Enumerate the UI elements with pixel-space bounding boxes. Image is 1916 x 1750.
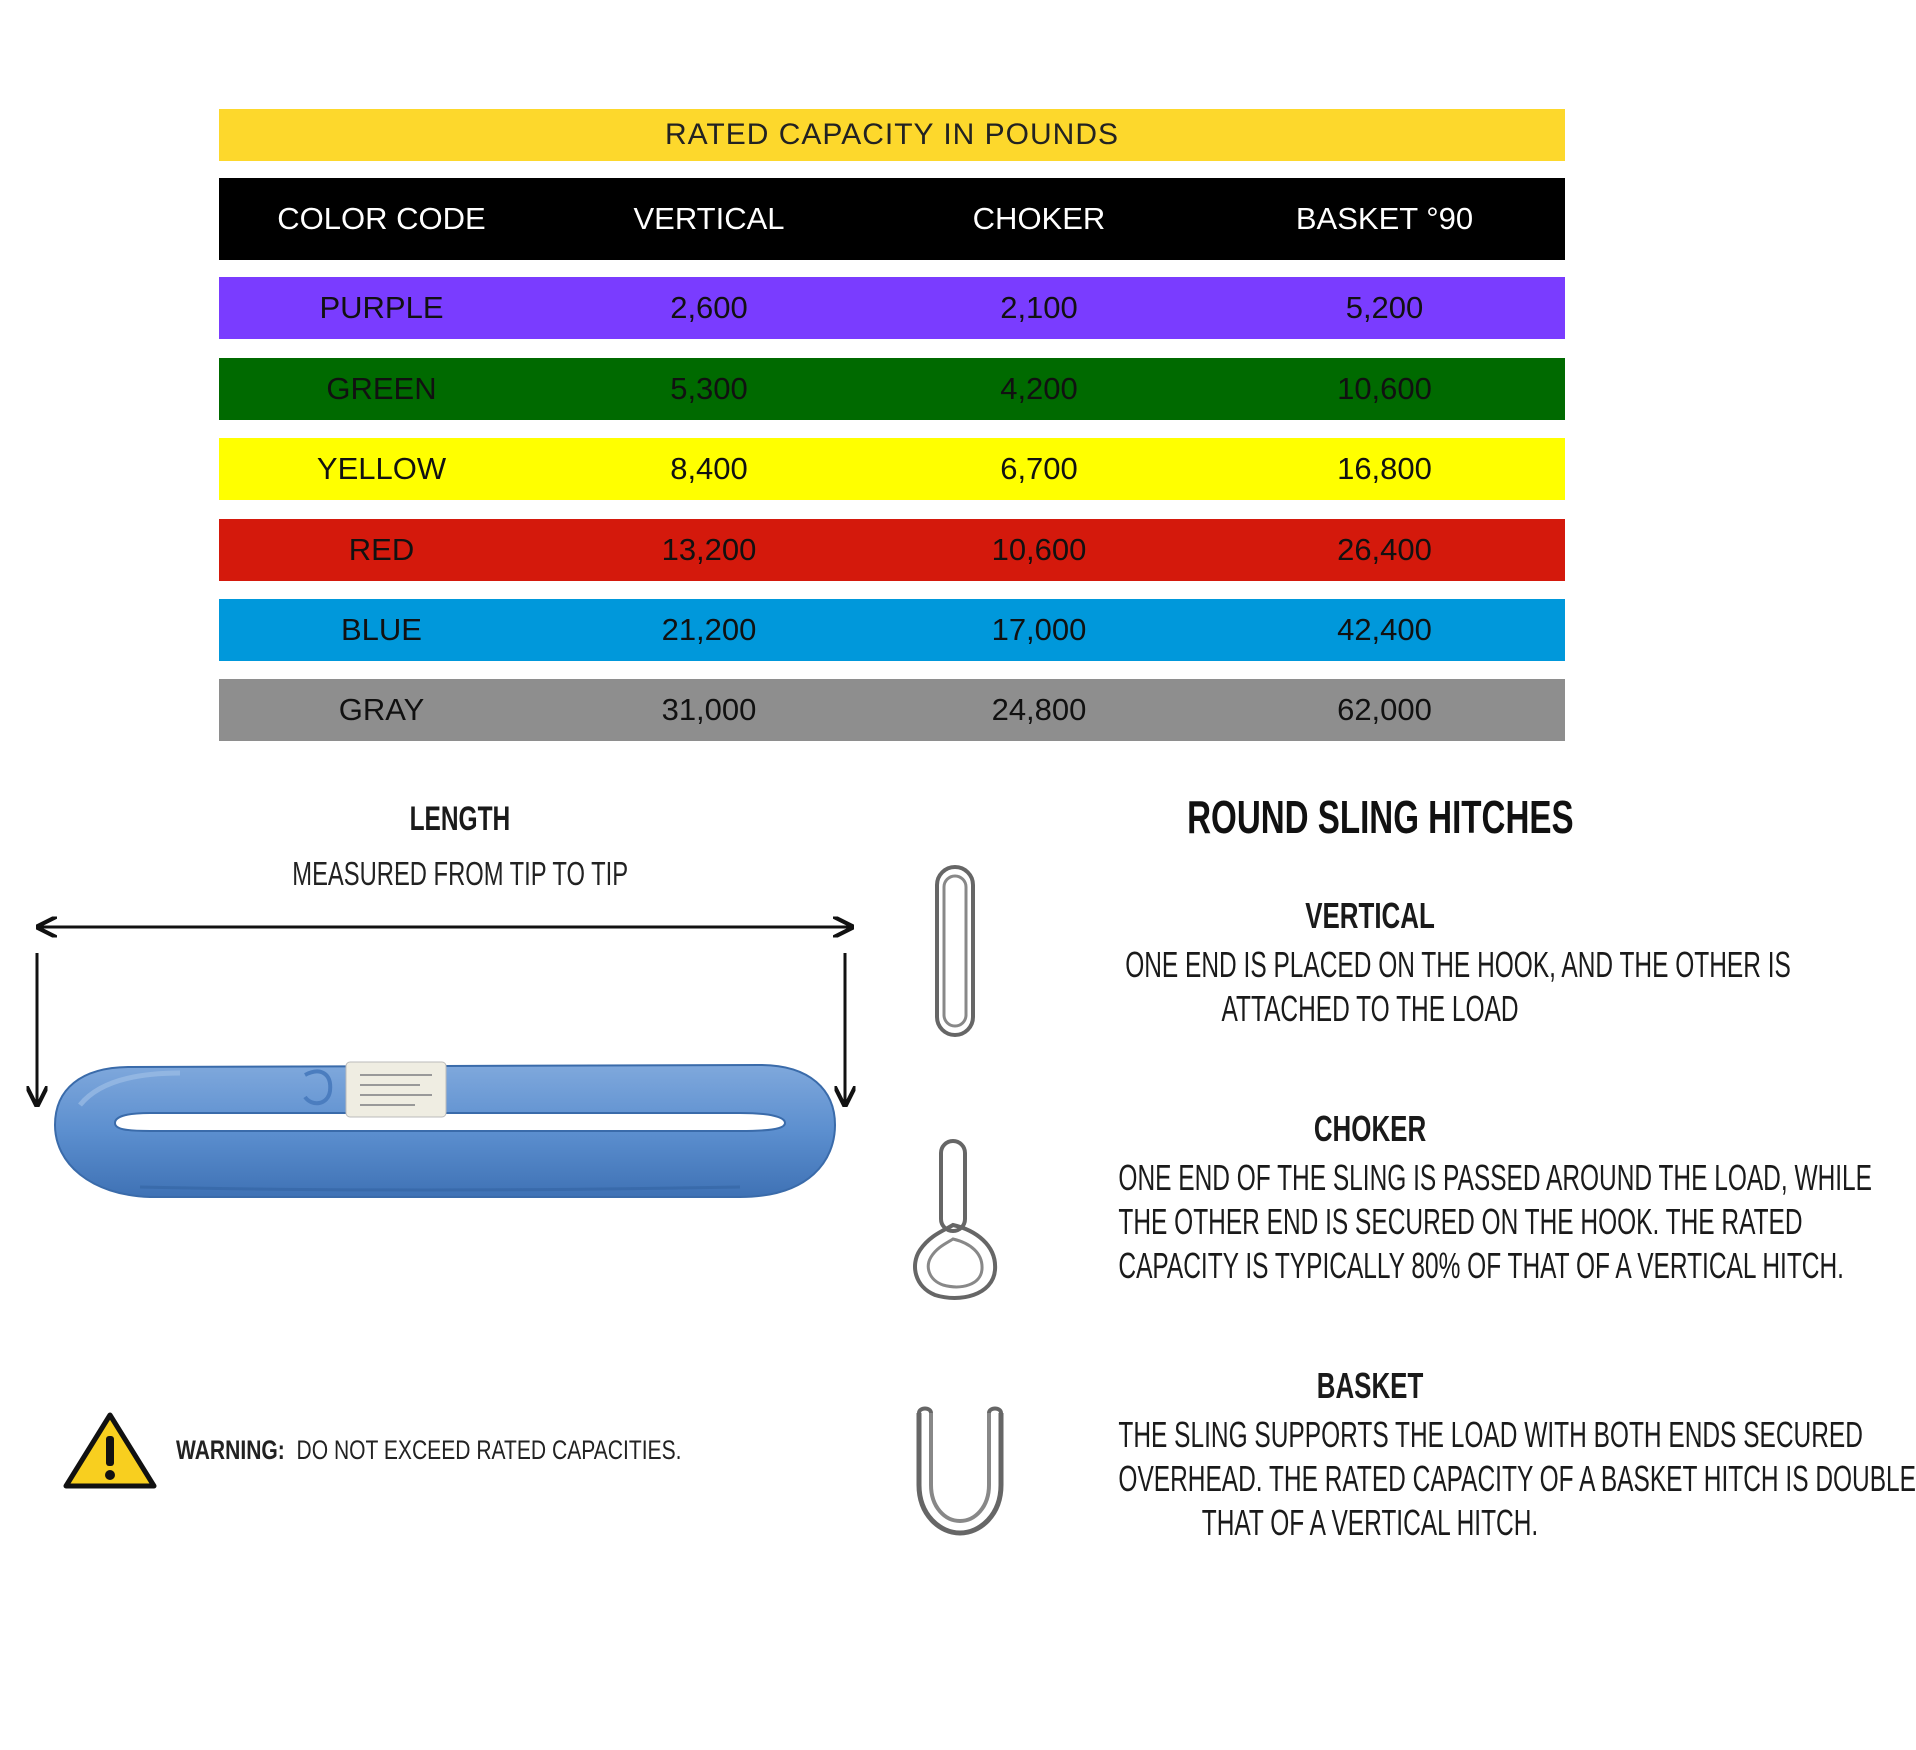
hitches-title — [1100, 790, 1660, 844]
length-subtitle-text: MEASURED FROM TIP TO TIP — [292, 855, 628, 892]
cell-vertical: 5,300 — [670, 371, 748, 406]
hitch-choker-line-3: CAPACITY IS TYPICALLY 80% OF THAT OF A VERTICAL HITCH. — [1118, 1245, 1844, 1286]
capacity-table-title — [219, 109, 1565, 161]
capacity-table-title-text: RATED CAPACITY IN POUNDS — [664, 118, 1120, 151]
warning-notice — [62, 1410, 824, 1490]
header-vertical: VERTICAL — [633, 201, 785, 236]
warning-label: WARNING: — [176, 1434, 285, 1465]
hitch-choker-line-2: THE OTHER END IS SECURED ON THE HOOK. THE RATED — [1118, 1201, 1803, 1242]
table-row — [219, 519, 1565, 581]
table-row — [219, 679, 1565, 741]
vertical-hitch-icon — [930, 862, 980, 1042]
table-row — [219, 358, 1565, 420]
cell-color-code: YELLOW — [316, 451, 447, 486]
cell-vertical: 31,000 — [661, 692, 757, 727]
hitch-basket-title: BASKET — [1316, 1365, 1424, 1406]
length-title — [160, 800, 760, 839]
cell-basket: 42,400 — [1337, 612, 1432, 647]
warning-message: DO NOT EXCEED RATED CAPACITIES. — [296, 1434, 682, 1465]
hitch-basket-line-2: OVERHEAD. THE RATED CAPACITY OF A BASKET HITCH IS DOUBLE — [1118, 1458, 1916, 1499]
hitch-choker-line-1: ONE END OF THE SLING IS PASSED AROUND THE LOAD, WHILE — [1118, 1157, 1872, 1198]
cell-vertical: 13,200 — [661, 532, 757, 567]
choker-hitch-icon — [905, 1135, 1005, 1305]
table-row — [219, 599, 1565, 661]
cell-choker: 2,100 — [1000, 290, 1078, 325]
cell-color-code: PURPLE — [319, 290, 444, 325]
hitch-basket-line-1: THE SLING SUPPORTS THE LOAD WITH BOTH ENDS SECURED — [1118, 1414, 1863, 1455]
cell-vertical: 2,600 — [670, 290, 748, 325]
hitch-vertical-line-2: ATTACHED TO THE LOAD — [1221, 988, 1519, 1029]
hitches-title-text: ROUND SLING HITCHES — [1186, 791, 1574, 843]
cell-color-code: RED — [348, 532, 415, 567]
hitch-choker — [1000, 1108, 1872, 1288]
warning-text — [176, 1435, 682, 1466]
cell-basket: 10,600 — [1337, 371, 1432, 406]
hitch-vertical-title: VERTICAL — [1305, 895, 1435, 936]
cell-choker: 10,600 — [991, 532, 1087, 567]
table-row — [219, 277, 1565, 339]
cell-choker: 24,800 — [991, 692, 1087, 727]
cell-basket: 62,000 — [1337, 692, 1432, 727]
cell-choker: 4,200 — [1000, 371, 1078, 406]
header-basket: BASKET °90 — [1295, 201, 1474, 236]
table-row — [219, 438, 1565, 500]
length-title-text: LENGTH — [409, 800, 511, 838]
hitch-choker-title: CHOKER — [1313, 1108, 1427, 1149]
cell-vertical: 21,200 — [661, 612, 757, 647]
cell-color-code: BLUE — [341, 612, 422, 647]
hitch-vertical-line-1: ONE END IS PLACED ON THE HOOK, AND THE OTHER IS — [1125, 944, 1791, 985]
hitch-basket-line-3: THAT OF A VERTICAL HITCH. — [1201, 1502, 1539, 1543]
cell-basket: 5,200 — [1345, 290, 1424, 325]
cell-choker: 17,000 — [991, 612, 1087, 647]
basket-hitch-icon — [905, 1405, 1015, 1540]
capacity-table-header — [219, 178, 1565, 260]
round-sling-diagram — [20, 905, 870, 1245]
warning-triangle-icon — [62, 1410, 158, 1490]
round-sling-icon — [55, 1062, 835, 1197]
hitch-basket — [1000, 1365, 1916, 1545]
cell-vertical: 8,400 — [670, 451, 748, 486]
header-choker: CHOKER — [972, 201, 1106, 236]
cell-choker: 6,700 — [1000, 451, 1078, 486]
hitch-vertical — [1010, 895, 1791, 1031]
cell-basket: 26,400 — [1337, 532, 1432, 567]
cell-basket: 16,800 — [1337, 451, 1432, 486]
header-color-code: COLOR CODE — [277, 201, 486, 236]
length-subtitle — [160, 855, 760, 893]
cell-color-code: GRAY — [338, 692, 425, 727]
cell-color-code: GREEN — [326, 371, 437, 406]
